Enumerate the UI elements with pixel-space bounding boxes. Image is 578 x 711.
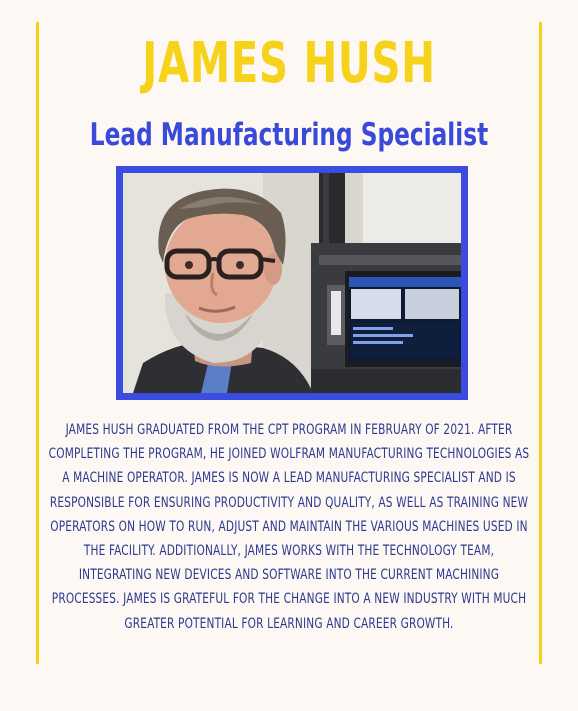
bio-text: JAMES HUSH GRADUATED FROM THE CPT PROGRAM IN FEBRUARY OF 2021. AFTER COMPLETING THE PROGRAM, HE JOINED WOLFRAM MANUFACTURING TECHNOLOGIES AS A MACHINE OPERATOR. JAMES IS NOW A LEAD MANUFACTURING SPECIALIST AND IS RESPONSIBLE FOR ENSURING PRODUCTIVITY AND QUALITY, AS WELL AS TRAINING NEW OPERATORS ON HOW TO RUN, ADJUST AND MAINTAIN THE VARIOUS MACHINES USED IN THE FACILITY. ADDITIONALLY, JAMES WORKS WITH THE TECHNOLOGY TEAM, INTEGRATING NEW DEVICES AND SOFTWARE INTO THE CURRENT MACHINING PROCESSES. JAMES IS GRATEFUL FOR THE CHANGE INTO A NEW INDUSTRY WITH MUCH GREATER POTENTIAL FOR LEARNING AND CAREER GROWTH. [48,422,530,632]
right-border-line [539,22,542,664]
person-name: JAMES HUSH [142,31,436,96]
left-border-line [36,22,39,664]
portrait-photo [123,173,461,393]
job-title: Lead Manufacturing Specialist [89,117,489,153]
bio-paragraph [46,418,532,636]
photo-frame [116,166,468,400]
